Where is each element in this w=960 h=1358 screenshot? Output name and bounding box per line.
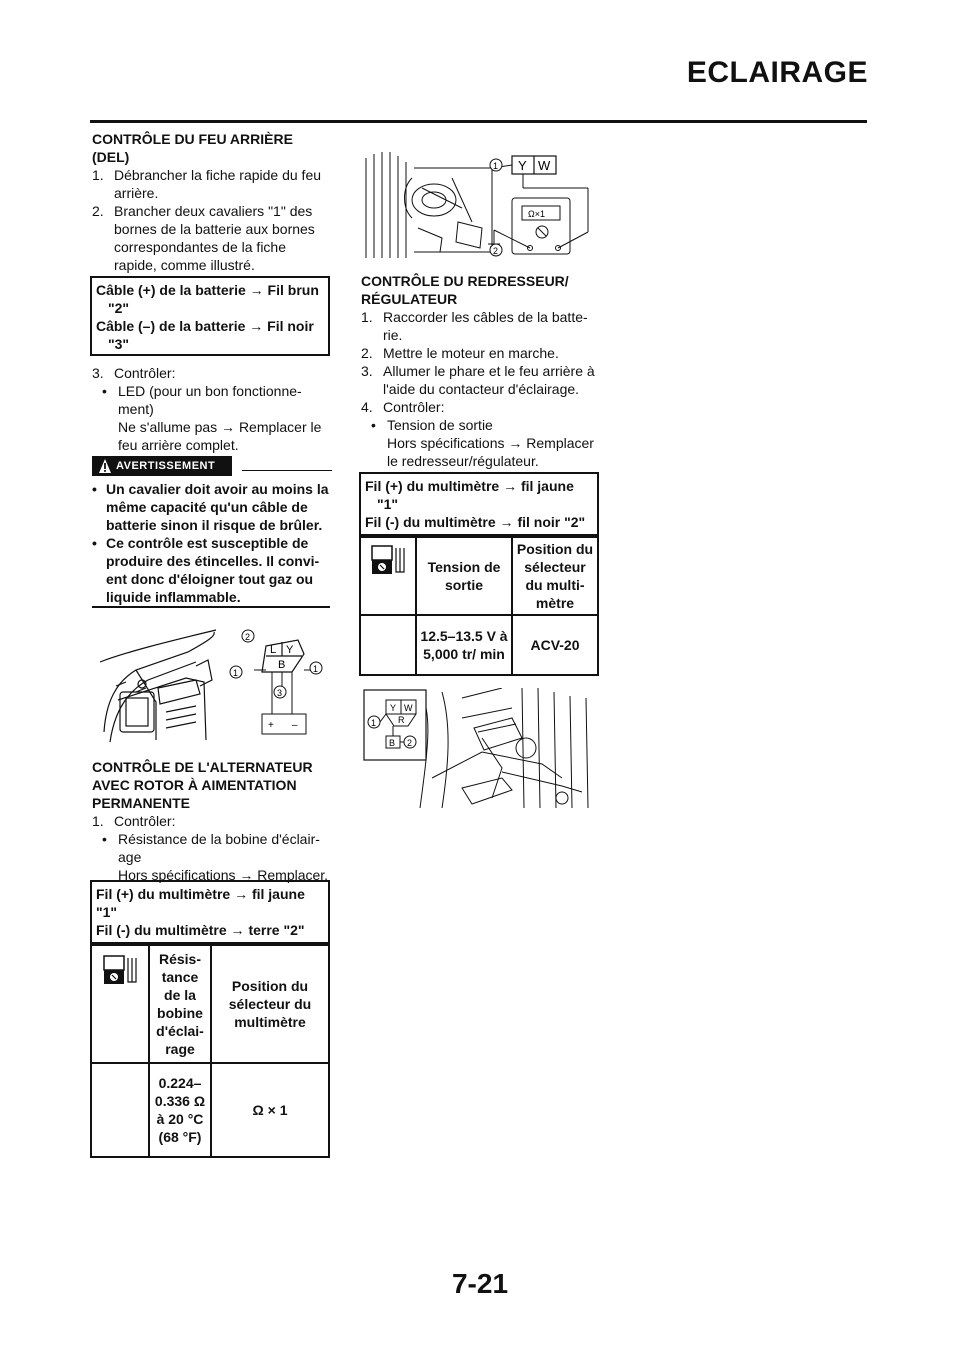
table-row (91, 1063, 329, 1157)
tail-light-section (92, 130, 330, 274)
meter-scale: Ω×1 (528, 209, 545, 219)
label-r: R (398, 715, 405, 725)
tail-light-step-1 (92, 166, 330, 202)
callout-1: 1 (493, 161, 499, 171)
bullet-text: LED (pour un bon fonctionne- ment) (118, 383, 302, 417)
alternator-title: CONTRÔLE DE L'ALTERNATEUR AVEC ROTOR À AIMENTATION PERMANENTE (92, 759, 313, 811)
warning-icon (98, 458, 112, 474)
output-voltage-value: 12.5–13.5 V à 5,000 tr/ min (416, 615, 512, 675)
resistance-value: 0.224– 0.336 Ω à 20 °C (68 °F) (149, 1063, 211, 1157)
label-y: Y (390, 703, 397, 713)
label-y: Y (518, 158, 527, 173)
label-b: B (389, 738, 396, 748)
regulator-step-3 (361, 362, 599, 398)
label-w: W (404, 703, 413, 713)
bullet-dot: • (102, 831, 107, 847)
bullet-dot: • (92, 535, 97, 551)
regulator-step-1 (361, 308, 599, 344)
bullet-dot: • (371, 417, 376, 433)
warning-badge (92, 456, 232, 476)
step-number: 1. (92, 813, 104, 829)
selector-position-value: ACV-20 (512, 615, 598, 675)
warning-body (92, 480, 332, 606)
box-line: "3" (108, 336, 130, 352)
regulator-connection-figure (362, 688, 602, 810)
tail-light-step-2 (92, 202, 330, 274)
step-number: 3. (92, 365, 104, 381)
warning-item-text: Un cavalier doit avoir au moins la même capacité qu'un câble de batterie sinon il risque de brûler. (106, 481, 329, 533)
warning-item (92, 534, 332, 606)
callout-2: 2 (245, 632, 251, 642)
callout-2: 2 (407, 738, 413, 748)
callout-1: 1 (233, 668, 239, 678)
callout-1: 1 (371, 718, 377, 728)
step-text: Brancher deux cavaliers "1" des bornes de la batterie aux bornes correspondantes de la fiche rapide, comme illustré. (114, 203, 315, 273)
warning-item (92, 480, 332, 534)
tail-light-connection-box (90, 276, 330, 356)
regulator-connection-box (359, 472, 599, 536)
step-number: 1. (361, 309, 373, 325)
alternator-spec-table (90, 944, 330, 1158)
step-text: Allumer le phare et le feu arrière à l'aide du contacteur d'éclairage. (383, 363, 595, 397)
tail-light-bullet (100, 382, 330, 454)
step-text: Contrôler: (114, 813, 176, 829)
step-text: Débrancher la fiche rapide du feu arrière. (114, 167, 322, 201)
bullet-text: Résistance de la bobine d'éclair- age (118, 831, 320, 865)
box-line: Fil (-) du multimètre → fil noir "2" (365, 514, 586, 530)
warning-item-text: Ce contrôle est susceptible de produire des étincelles. Il convi- ent donc d'éloigner tout gaz ou liquide inflammable. (106, 535, 320, 605)
rectifier-multimeter-figure (362, 148, 602, 264)
empty-cell (360, 615, 416, 675)
multimeter-icon-cell (91, 945, 149, 1063)
regulator-step-2 (361, 344, 599, 362)
callout-3: 3 (277, 688, 283, 698)
box-line: Câble (–) de la batterie → Fil noir (96, 318, 314, 334)
label-w: W (538, 158, 551, 173)
plus-terminal: + (268, 720, 274, 731)
tail-light-title: CONTRÔLE DU FEU ARRIÈRE (DEL) (92, 131, 293, 165)
warning-header (92, 456, 330, 476)
alternator-bullet (100, 830, 330, 884)
table-row (91, 945, 329, 1063)
box-line: Fil (-) du multimètre → terre "2" (96, 922, 305, 938)
step-text: Contrôler: (114, 365, 176, 381)
bullet-sub-text: Hors spécifications → Remplacer. (118, 867, 329, 883)
label-l: L (270, 644, 277, 656)
box-line: "1" (377, 496, 399, 512)
callout-2: 2 (493, 246, 499, 256)
tail-light-step-3 (92, 364, 330, 382)
alternator-section (92, 758, 330, 884)
step-number: 4. (361, 399, 373, 415)
box-line: Câble (+) de la batterie → Fil brun (96, 282, 319, 298)
multimeter-icon-cell (360, 537, 416, 615)
step-number: 2. (361, 345, 373, 361)
output-voltage-header: Tension de sortie (416, 537, 512, 615)
bullet-dot: • (92, 481, 97, 497)
label-b: B (278, 659, 286, 671)
regulator-bullet (369, 416, 599, 470)
table-row (360, 615, 598, 675)
selector-position-header: Position du sélecteur du multi- mètre (512, 537, 598, 615)
step-text: Raccorder les câbles de la batte- rie. (383, 309, 588, 343)
regulator-section (361, 272, 599, 470)
bullet-dot: • (102, 383, 107, 399)
step-text: Mettre le moteur en marche. (383, 345, 559, 361)
section-title: ECLAIRAGE (686, 56, 868, 89)
alternator-step-1 (92, 812, 330, 830)
bullet-text: Tension de sortie (387, 417, 493, 433)
multimeter-icon (370, 544, 406, 578)
empty-cell (91, 1063, 149, 1157)
tail-light-wiring-figure (96, 622, 330, 748)
step-text: Contrôler: (383, 399, 445, 415)
alternator-connection-box (90, 880, 330, 944)
bullet-sub-text: Hors spécifications → Remplacer le redresseur/régulateur. (387, 435, 594, 469)
selector-position-value: Ω × 1 (211, 1063, 329, 1157)
step-number: 3. (361, 363, 373, 379)
warning-rule (242, 470, 332, 471)
warning-bottom-rule (92, 606, 330, 608)
box-line: Fil (+) du multimètre → fil jaune (365, 478, 574, 494)
selector-position-header: Position du sélecteur du multimètre (211, 945, 329, 1063)
step-number: 1. (92, 167, 104, 183)
step-number: 2. (92, 203, 104, 219)
label-y: Y (286, 644, 294, 656)
callout-1: 1 (313, 664, 319, 674)
bullet-sub-text: Ne s'allume pas → Remplacer le feu arrière complet. (118, 419, 322, 453)
regulator-spec-table (359, 536, 599, 676)
box-line: Fil (+) du multimètre → fil jaune (96, 886, 305, 902)
regulator-title: CONTRÔLE DU REDRESSEUR/ RÉGULATEUR (361, 273, 569, 307)
warning-badge-label: AVERTISSEMENT (116, 460, 216, 472)
box-line: "1" (96, 904, 118, 920)
table-row (360, 537, 598, 615)
header-rule (90, 120, 867, 123)
multimeter-icon (102, 954, 138, 988)
tail-light-check (92, 364, 330, 454)
page-number: 7-21 (451, 1268, 509, 1299)
resistance-header: Résis- tance de la bobine d'éclai- rage (149, 945, 211, 1063)
minus-terminal: – (292, 720, 298, 731)
box-line: "2" (108, 300, 130, 316)
regulator-step-4 (361, 398, 599, 416)
